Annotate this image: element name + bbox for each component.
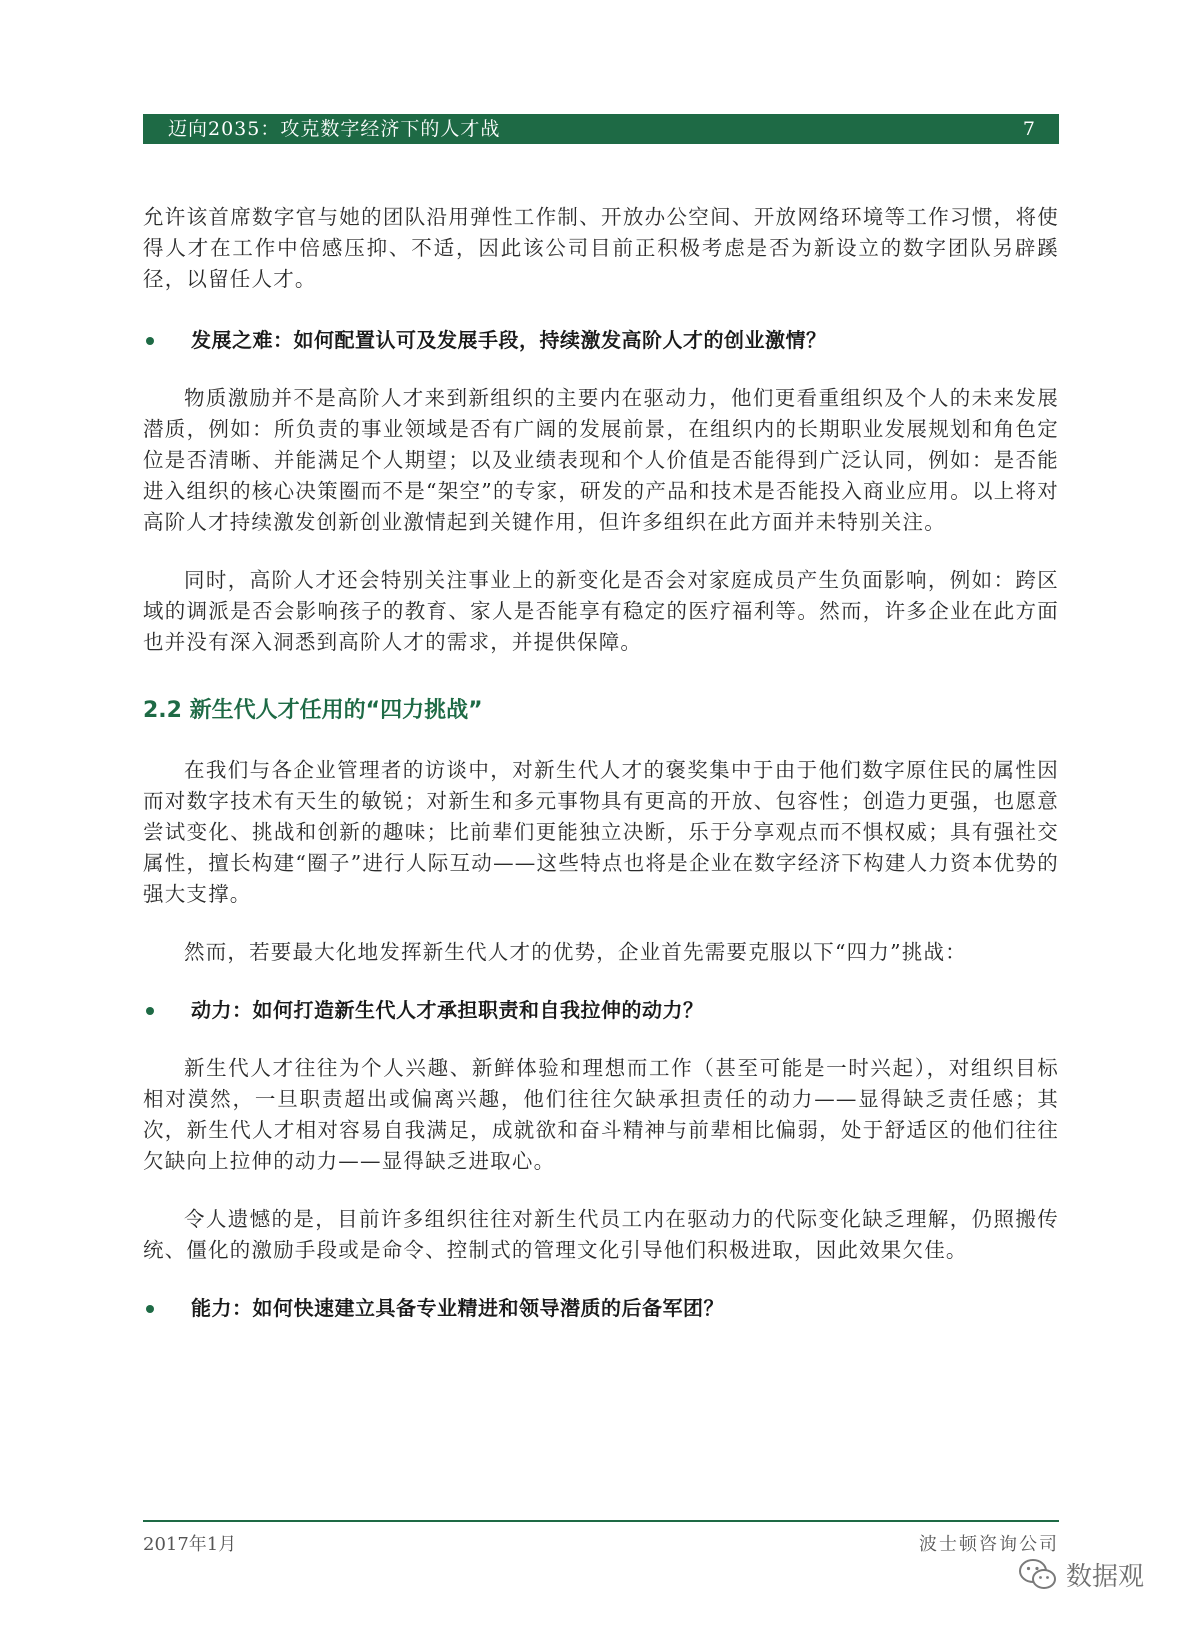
bullet-text: 能力：如何快速建立具备专业精进和领导潜质的后备军团？ bbox=[191, 1296, 724, 1320]
bullet-text: 发展之难：如何配置认可及发展手段，持续激发高阶人才的创业激情？ bbox=[191, 328, 827, 352]
document-title: 迈向2035：攻克数字经济下的人才战 bbox=[168, 118, 501, 140]
paragraph-material-incentive: 物质激励并不是高阶人才来到新组织的主要内在驱动力，他们更看重组织及个人的未来发展潜质，例如：所负责的事业领域是否有广阔的发展前景，在组织内的长期职业发展规划和角色定位是否清晰、并能满足个人期望；以及业绩表现和个人价值是否能得到广泛认同，例如：是否能进入组织的核心决策圈而不是“架空”的专家，研发的产品和技术是否能投入商业应用。以上将对高阶人才持续激发创新创业激情起到关键作用，但许多组织在此方面并未特别关注。 bbox=[143, 386, 1059, 534]
paragraph-family: 同时，高阶人才还会特别关注事业上的新变化是否会对家庭成员产生负面影响，例如：跨区域的调派是否会影响孩子的教育、家人是否能享有稳定的医疗福利等。然而，许多企业在此方面也并没有深入洞悉到高阶人才的需求，并提供保障。 bbox=[143, 568, 1059, 654]
bullet-dot-icon bbox=[146, 1305, 154, 1313]
page-content bbox=[143, 202, 1059, 1324]
paragraph-interviews: 在我们与各企业管理者的访谈中，对新生代人才的褒奖集中于由于他们数字原住民的属性因而对数字技术有天生的敏锐；对新生和多元事物具有更高的开放、包容性；创造力更强，也愿意尝试变化、挑战和创新的趣味；比前辈们更能独立决断，乐于分享观点而不惧权威；具有强社交属性，擅长构建“圈子”进行人际互动——这些特点也将是企业在数字经济下构建人力资本优势的强大支撑。 bbox=[143, 758, 1059, 906]
header-bar bbox=[143, 114, 1059, 144]
bullet-dot-icon bbox=[146, 337, 154, 345]
paragraph-four-forces: 然而，若要最大化地发挥新生代人才的优势，企业首先需要克服以下“四力”挑战： bbox=[184, 940, 967, 964]
footer-date: 2017年1月 bbox=[143, 1534, 237, 1555]
bullet-heading-capability bbox=[143, 1293, 1059, 1324]
paragraph-regret: 令人遗憾的是，目前许多组织往往对新生代员工内在驱动力的代际变化缺乏理解，仍照搬传统、僵化的激励手段或是命令、控制式的管理文化引导他们积极进取，因此效果欠佳。 bbox=[143, 1207, 1059, 1262]
wechat-icon bbox=[1018, 1557, 1058, 1591]
bullet-heading-motivation bbox=[143, 995, 1059, 1026]
footer-company: 波士顿咨询公司 bbox=[919, 1534, 1059, 1555]
bullet-dot-icon bbox=[146, 1007, 154, 1015]
page-number: 7 bbox=[1022, 118, 1035, 140]
watermark bbox=[1018, 1554, 1144, 1594]
paragraph-motivation: 新生代人才往往为个人兴趣、新鲜体验和理想而工作（甚至可能是一时兴起），对组织目标相对漠然，一旦职责超出或偏离兴趣，他们往往欠缺承担责任的动力——显得缺乏责任感；其次，新生代人才相对容易自我满足，成就欲和奋斗精神与前辈相比偏弱，处于舒适区的他们往往欠缺向上拉伸的动力——显得缺乏进取心。 bbox=[143, 1056, 1059, 1173]
bullet-text: 动力：如何打造新生代人才承担职责和自我拉伸的动力？ bbox=[191, 998, 704, 1022]
bullet-heading-development bbox=[143, 325, 1059, 356]
footer-divider bbox=[143, 1520, 1059, 1522]
section-heading: 2.2 新生代人才任用的“四力挑战” bbox=[143, 698, 483, 723]
watermark-text: 数据观 bbox=[1066, 1561, 1145, 1592]
paragraph-continuation: 允许该首席数字官与她的团队沿用弹性工作制、开放办公空间、开放网络环境等工作习惯，将使得人才在工作中倍感压抑、不适，因此该公司目前正积极考虑是否为新设立的数字团队另辟蹊径，以留任人才。 bbox=[143, 205, 1059, 291]
